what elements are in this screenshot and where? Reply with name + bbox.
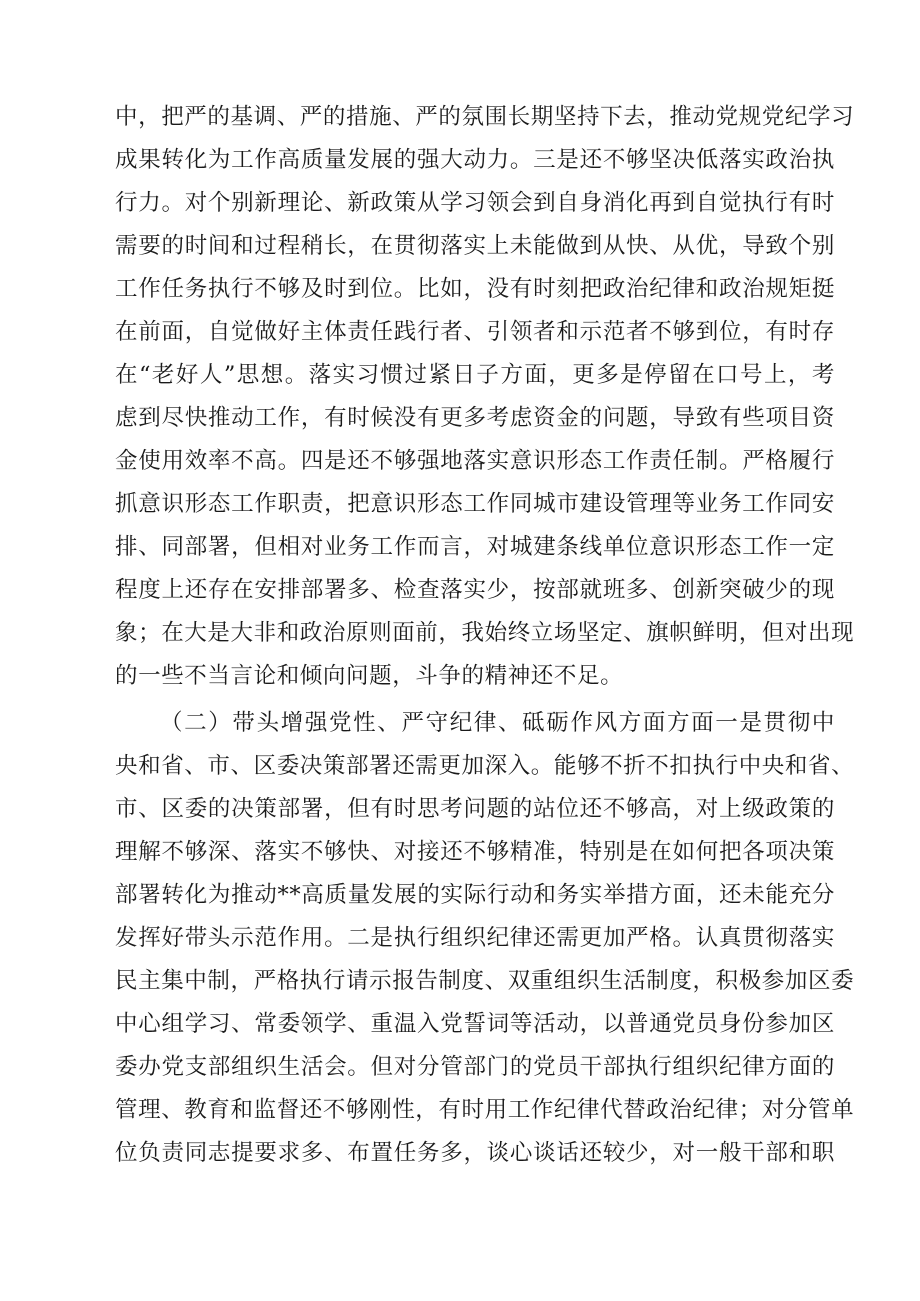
paragraph-line: 中心组学习、常委领学、重温入党誓词等活动，以普通党员身份参加区 xyxy=(115,1011,835,1037)
paragraph-line: 成果转化为工作高质量发展的强大动力。三是还不够坚决低落实政治执 xyxy=(115,147,835,173)
paragraph-line: 需要的时间和过程稍长，在贯彻落实上未能做到从快、从优，导致个别 xyxy=(115,233,835,259)
paragraph-line: 中，把严的基调、严的措施、严的氛围长期坚持下去，推动党规党纪学习 xyxy=(115,104,855,130)
paragraph-line: 的一些不当言论和倾向问题，斗争的精神还不足。 xyxy=(115,663,624,689)
paragraph-line: 部署转化为推动**高质量发展的实际行动和务实举措方面，还未能充分 xyxy=(115,882,835,908)
paragraph-line: 程度上还存在安排部署多、检查落实少，按部就班多、创新突破少的现 xyxy=(115,577,835,603)
section-heading-line: （二）带头增强党性、严守纪律、砥砺作风方面方面一是贯彻中 xyxy=(160,710,835,736)
paragraph-line: 市、区委的决策部署，但有时思考问题的站位还不够高，对上级政策的 xyxy=(115,796,835,822)
paragraph-line: 央和省、市、区委决策部署还需更加深入。能够不折不扣执行中央和省、 xyxy=(115,753,855,779)
paragraph-line: 行力。对个别新理论、新政策从学习领会到自身消化再到自觉执行有时 xyxy=(115,190,835,216)
paragraph-line: 虑到尽快推动工作，有时候没有更多考虑资金的问题，导致有些项目资 xyxy=(115,405,835,431)
paragraph-line: 管理、教育和监督还不够刚性，有时用工作纪律代替政治纪律；对分管单 xyxy=(115,1097,855,1123)
paragraph-line: 发挥好带头示范作用。二是执行组织纪律还需更加严格。认真贯彻落实 xyxy=(115,925,835,951)
paragraph-line: 金使用效率不高。四是还不够强地落实意识形态工作责任制。严格履行 xyxy=(115,448,835,474)
paragraph-line: 委办党支部组织生活会。但对分管部门的党员干部执行组织纪律方面的 xyxy=(115,1054,835,1080)
paragraph-line: 民主集中制，严格执行请示报告制度、双重组织生活制度，积极参加区委 xyxy=(115,968,855,994)
paragraph-line: 抓意识形态工作职责，把意识形态工作同城市建设管理等业务工作同安 xyxy=(115,491,835,517)
paragraph-line: 理解不够深、落实不够快、对接还不够精准，特别是在如何把各项决策 xyxy=(115,839,835,865)
paragraph-line: 象；在大是大非和政治原则面前，我始终立场坚定、旗帜鲜明，但对出现 xyxy=(115,620,855,646)
paragraph-line: 工作任务执行不够及时到位。比如，没有时刻把政治纪律和政治规矩挺 xyxy=(115,276,835,302)
paragraph-line: 在前面，自觉做好主体责任践行者、引领者和示范者不够到位，有时存 xyxy=(115,319,835,345)
paragraph-line: 在“老好人”思想。落实习惯过紧日子方面，更多是停留在口号上，考 xyxy=(115,362,835,388)
paragraph-line: 排、同部署，但相对业务工作而言，对城建条线单位意识形态工作一定 xyxy=(115,534,835,560)
paragraph-line: 位负责同志提要求多、布置任务多，谈心谈话还较少，对一般干部和职 xyxy=(115,1140,835,1166)
